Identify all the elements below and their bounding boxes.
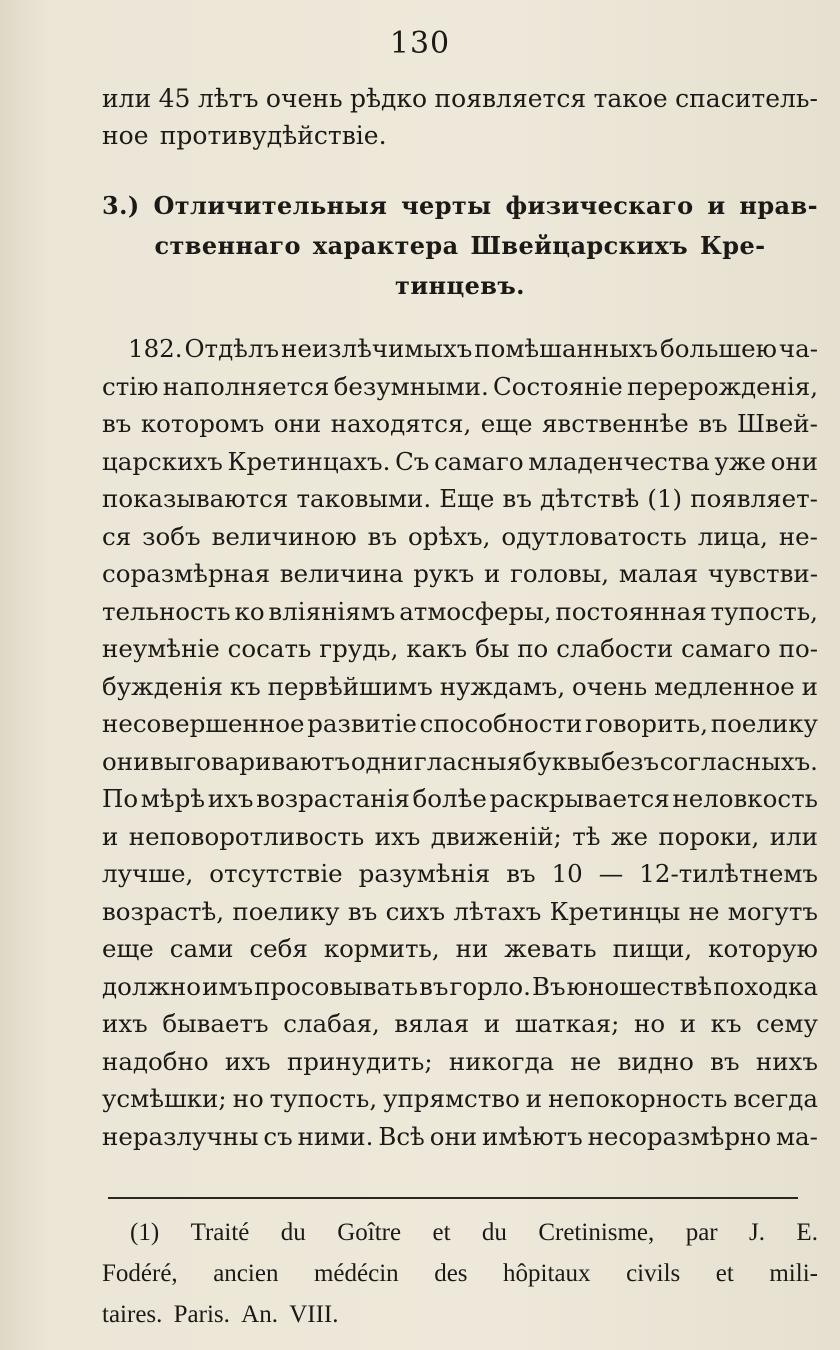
text-line <box>102 80 818 117</box>
word: въ <box>710 1046 740 1076</box>
word: атмосферы, <box>399 596 552 626</box>
word: ними. <box>297 1121 374 1151</box>
word: не <box>688 896 720 926</box>
text-line <box>102 518 818 556</box>
word: постоянная <box>555 596 707 626</box>
word: слабая, <box>283 1009 380 1038</box>
word: Швейцарскихъ <box>470 231 689 260</box>
word: и <box>483 1009 501 1038</box>
word: taires. <box>102 1301 163 1328</box>
word: таковыми. <box>296 484 432 513</box>
word: Fodéré, <box>102 1260 178 1287</box>
word: ихъ <box>224 1046 271 1076</box>
word: и <box>801 671 818 701</box>
word: hôpitaux <box>503 1260 591 1287</box>
word: рукъ <box>413 559 475 588</box>
word: они <box>429 1121 478 1151</box>
word: и <box>679 1009 697 1038</box>
word: упрямство <box>383 1084 520 1113</box>
word: походка <box>713 971 818 1001</box>
word: несоразмѣрно <box>587 1121 772 1151</box>
word: du <box>280 1219 306 1246</box>
word: еще <box>480 409 533 438</box>
word: стію <box>102 371 159 401</box>
word: ихъ <box>207 784 254 813</box>
word: et <box>715 1260 734 1287</box>
word: они <box>102 746 150 776</box>
word: des <box>434 1260 468 1287</box>
word: въ <box>367 521 398 551</box>
word: выговариваютъ <box>150 746 351 776</box>
word: или <box>102 84 152 113</box>
word: Кре- <box>700 231 766 260</box>
word: ся <box>102 521 132 551</box>
word: поелику <box>232 896 340 926</box>
word: тинцевъ. <box>395 271 525 300</box>
word: соразмѣрная <box>102 559 271 588</box>
word: орѣхъ, <box>408 521 491 551</box>
word: перерожденія, <box>627 371 818 401</box>
word: и <box>525 1084 543 1113</box>
word: къ <box>229 671 261 701</box>
text-line <box>102 1005 818 1043</box>
word: тельность <box>102 596 231 626</box>
word: слабости <box>556 634 674 663</box>
word: надобно <box>102 1046 209 1076</box>
word: въ <box>502 484 532 513</box>
word: одни <box>350 746 414 776</box>
text-line <box>102 443 818 481</box>
word: появляется <box>434 84 587 113</box>
word: никогда <box>448 1046 555 1076</box>
text-line <box>102 855 818 893</box>
word: себя <box>249 934 308 963</box>
text-line <box>102 555 818 593</box>
word: помѣшанныхъ <box>474 334 659 363</box>
word: Отличительныя <box>153 191 388 220</box>
word: они <box>770 446 818 476</box>
word: говорить, <box>585 709 708 738</box>
word: и <box>707 191 726 220</box>
text-line <box>102 1043 818 1081</box>
word: нрав- <box>739 191 818 220</box>
word: Goître <box>337 1219 402 1246</box>
word: Въ <box>532 971 566 1001</box>
word: 12-тилѣтнемъ <box>639 859 818 888</box>
text-line <box>102 1294 818 1335</box>
word: зобъ <box>142 521 201 551</box>
word: ное <box>102 121 149 150</box>
word: еще <box>102 934 154 963</box>
word: Paris. <box>173 1301 230 1328</box>
word: 3.) <box>102 191 140 220</box>
word: вліяніямъ <box>268 596 396 626</box>
word: VIII. <box>289 1301 339 1328</box>
word: головы, <box>510 559 610 588</box>
word: способности <box>419 709 583 738</box>
word: лица, <box>697 521 768 551</box>
word: величина <box>279 559 404 588</box>
text-line <box>102 630 818 668</box>
word: буквы <box>522 746 601 776</box>
footnote <box>102 1212 818 1335</box>
word: civils <box>626 1260 681 1287</box>
word: гласныя <box>413 746 522 776</box>
word: ancien <box>213 1260 279 1287</box>
word: жевать <box>504 934 597 963</box>
word: болѣе <box>412 784 487 813</box>
word: отсутствіе <box>209 859 343 888</box>
text-line <box>102 893 818 931</box>
word: просовывать <box>254 971 418 1001</box>
word: et <box>432 1219 451 1246</box>
word: согласныхъ. <box>659 746 818 776</box>
word: очень <box>265 84 343 113</box>
word: они <box>273 409 322 438</box>
word: рѣдко <box>349 84 428 113</box>
word: par <box>685 1219 718 1246</box>
word: возрастанія <box>256 784 410 813</box>
word: лѣтъ <box>197 84 259 113</box>
text-line <box>102 1212 818 1253</box>
word: уже <box>714 446 766 476</box>
word: но <box>232 1084 264 1113</box>
word: большею <box>660 334 778 363</box>
section-heading <box>102 186 818 306</box>
word: въ <box>419 971 449 1001</box>
word: царскихъ <box>102 446 223 476</box>
word: имъ <box>202 971 254 1001</box>
word: принудить; <box>286 1046 433 1076</box>
word: — <box>598 859 624 888</box>
text-line <box>102 705 818 743</box>
word: Cretinisme, <box>538 1219 655 1246</box>
word: возрастѣ, <box>102 896 225 926</box>
word: чувстви- <box>707 559 818 588</box>
word: Съ <box>395 446 430 476</box>
word: mili- <box>769 1260 818 1287</box>
text-line <box>102 266 818 306</box>
word: которомъ <box>140 409 265 438</box>
word: первѣйшимъ <box>267 671 433 701</box>
word: тупость, <box>269 1084 378 1113</box>
word: величиною <box>211 521 357 551</box>
word: видно <box>617 1046 694 1076</box>
text-line <box>102 818 818 856</box>
text-line <box>102 368 818 406</box>
word: неловкость <box>672 784 818 813</box>
word: бы <box>475 634 510 663</box>
word: сами <box>169 934 234 963</box>
word: спаситель- <box>675 84 818 113</box>
word: Еще <box>439 484 495 513</box>
word: показываются <box>102 484 289 513</box>
word: черты <box>401 191 492 220</box>
text-line <box>102 1118 818 1156</box>
word: ма- <box>776 1121 818 1151</box>
word: движеній; <box>430 821 562 851</box>
word: не <box>570 1046 602 1076</box>
word: An. <box>241 1301 278 1328</box>
word: бываетъ <box>162 1009 269 1038</box>
word: находятся, <box>330 409 472 438</box>
word: Отдѣлъ <box>184 334 280 363</box>
text-line <box>102 930 818 968</box>
word: нихъ <box>755 1046 818 1076</box>
footnote-divider <box>108 1197 798 1199</box>
word: разумѣнія <box>358 859 491 888</box>
word: Кретинцы <box>549 896 681 926</box>
word: по- <box>778 634 818 663</box>
word: юношествѣ <box>566 971 713 1001</box>
word: ихъ <box>102 1009 148 1038</box>
word: кормить, <box>323 934 440 963</box>
word: пороки, <box>658 821 760 851</box>
word: очень <box>572 671 648 701</box>
text-line <box>102 117 818 154</box>
word: такое <box>593 84 668 113</box>
word: самаго <box>434 446 524 476</box>
text-line <box>102 226 818 266</box>
word: и <box>102 821 119 851</box>
word: E. <box>796 1219 818 1246</box>
text-line <box>102 480 818 518</box>
word: Состояніе <box>493 371 623 401</box>
word: физическаго <box>505 191 694 220</box>
word: по <box>517 634 549 663</box>
word: (1) <box>647 484 683 513</box>
word: ихъ <box>374 821 421 851</box>
word: всегда <box>733 1084 818 1113</box>
word: ча- <box>778 334 818 363</box>
word: тѣ <box>572 821 601 851</box>
word: въ <box>347 896 378 926</box>
word: къ <box>710 1009 742 1038</box>
word: 10 <box>551 859 583 888</box>
text-line <box>102 405 818 443</box>
word: появляет- <box>690 484 818 513</box>
word: младенчества <box>528 446 710 476</box>
word: дѣтствѣ <box>540 484 640 513</box>
page-number: 130 <box>389 26 451 61</box>
word: въ <box>506 859 536 888</box>
word: лѣтахъ <box>453 896 542 926</box>
word: имѣютъ <box>482 1121 583 1151</box>
word: съ <box>263 1121 293 1151</box>
word: лучше, <box>102 859 194 888</box>
word: несовершенное <box>102 709 305 738</box>
text-line <box>102 743 818 781</box>
text-line <box>102 330 818 368</box>
word: пищи, <box>612 934 693 963</box>
word: непокорность <box>548 1084 728 1113</box>
word: médécin <box>313 1260 399 1287</box>
paragraph-182 <box>102 330 818 1155</box>
word: du <box>481 1219 507 1246</box>
word: Всѣ <box>378 1121 425 1151</box>
word: могутъ <box>727 896 818 926</box>
word: мѣрѣ <box>140 784 206 813</box>
word: наполняется <box>162 371 330 401</box>
word: нуждамъ, <box>439 671 566 701</box>
word: же <box>610 821 648 851</box>
word: сему <box>756 1009 818 1038</box>
word: малая <box>618 559 699 588</box>
word: неповоротливость <box>128 821 365 851</box>
word: или <box>769 821 818 851</box>
word: Traité <box>190 1219 250 1246</box>
word: сихъ <box>385 896 446 926</box>
word: 45 <box>158 84 191 113</box>
word: характера <box>312 231 459 260</box>
word: ко <box>234 596 265 626</box>
word: горло. <box>449 971 531 1001</box>
word: безумными. <box>333 371 489 401</box>
word: поелику <box>710 709 818 738</box>
word: самаго <box>681 634 771 663</box>
word: грудь, <box>319 634 399 663</box>
word: неразлучны <box>102 1121 259 1151</box>
word: ственнаго <box>154 231 301 260</box>
word: тупость, <box>710 596 818 626</box>
word: которую <box>708 934 818 963</box>
word: усмѣшки; <box>102 1084 227 1113</box>
word: 182. <box>128 334 183 363</box>
word: явственнѣе <box>541 409 689 438</box>
word: неизлѣчимыхъ <box>281 334 473 363</box>
word: не- <box>778 521 818 551</box>
word: противудѣйствіе. <box>159 121 387 150</box>
text-line <box>102 593 818 631</box>
word: въ <box>102 409 132 438</box>
word: Швей- <box>737 409 818 438</box>
text-line <box>102 668 818 706</box>
word: неумѣніе <box>102 634 220 663</box>
text-line <box>102 968 818 1006</box>
intro-text <box>102 80 818 154</box>
text-line <box>102 1080 818 1118</box>
word: (1) <box>130 1219 160 1246</box>
word: одутловатость <box>501 521 687 551</box>
text-line <box>102 780 818 818</box>
word: но <box>634 1009 666 1038</box>
word: По <box>102 784 139 813</box>
word: какъ <box>406 634 468 663</box>
word: должно <box>102 971 202 1001</box>
word: развитіе <box>307 709 417 738</box>
word: въ <box>698 409 728 438</box>
word: сосать <box>227 634 312 663</box>
word: медленное <box>654 671 795 701</box>
word: Кретинцахъ. <box>227 446 391 476</box>
word: J. <box>749 1219 766 1246</box>
word: бужденія <box>102 671 223 701</box>
word: шаткая; <box>514 1009 620 1038</box>
word: раскрывается <box>489 784 670 813</box>
word: и <box>483 559 501 588</box>
word: вялая <box>394 1009 470 1038</box>
word: безъ <box>600 746 660 776</box>
text-line <box>102 1253 818 1294</box>
word: ни <box>455 934 489 963</box>
text-line <box>102 186 818 226</box>
